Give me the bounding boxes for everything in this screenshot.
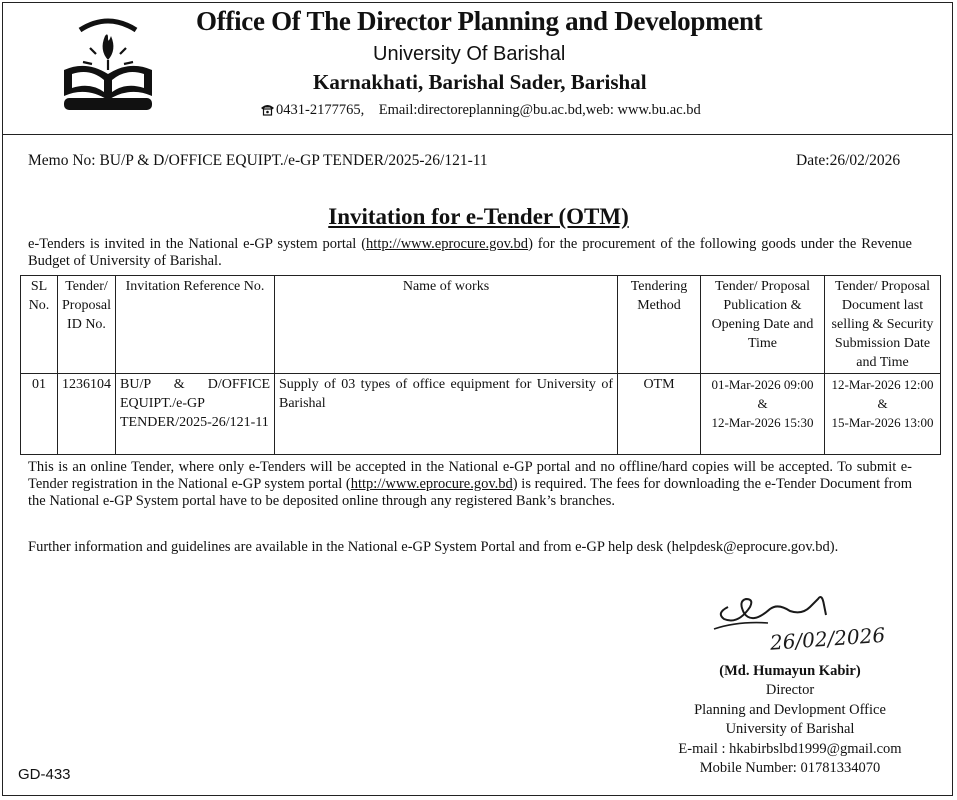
col-header-selling: Tender/ Proposal Document last selling & Security Submission Date and Time (825, 276, 941, 374)
phone-number: 0431-2177765, (276, 102, 365, 118)
cell-sl: 01 (21, 374, 58, 455)
eprocure-link-2[interactable]: http://www.eprocure.gov.bd (350, 476, 513, 492)
signatory-block (640, 662, 940, 778)
selling-date: 12-Mar-2026 12:00 (831, 377, 934, 392)
col-header-publication: Tender/ Proposal Publication & Opening Date and Time (701, 276, 825, 374)
col-header-method: Tendering Method (618, 276, 701, 374)
signatory-mobile: Mobile Number: 01781334070 (699, 760, 881, 777)
memo-date: Date:26/02/2026 (796, 152, 901, 169)
office-title: Office Of The Director Planning and Development (196, 6, 763, 36)
tender-table (20, 275, 941, 455)
helpdesk-paragraph: Further information and guidelines are available in the National e-GP System Portal and from e-GP help desk (helpdesk@eprocure.gov.bd). (28, 539, 839, 555)
intro-paragraph (28, 236, 912, 270)
contact-line (260, 102, 701, 119)
opening-date: 12-Mar-2026 15:30 (711, 415, 814, 430)
intro-text-b: ) for the procurement of the following goods under the Revenue Budget of University of Barishal. (28, 236, 912, 269)
cell-selling (825, 374, 941, 455)
cell-publication (701, 374, 825, 455)
col-header-id: Tender/ Proposal ID No. (58, 276, 116, 374)
document-code: GD-433 (18, 766, 71, 783)
cell-id: 1236104 (58, 374, 116, 455)
cell-ref: BU/P & D/OFFICE EQUIPT./e-GP TENDER/2025-26/121-11 (116, 374, 275, 455)
telephone-icon (260, 103, 275, 116)
p1-text-b: ) is required. The fees for downloading the e-Tender Document from the National e-GP System portal have to be deposited online through any registered Bank’s branches. (28, 476, 912, 509)
p1-text-a: This is an online Tender, where only e-Tenders will be accepted in the National e-GP portal and no offline/hard copies will be accepted. To submit e-Tender registration in the National e-GP system portal ( (28, 459, 912, 492)
eprocure-link[interactable]: http://www.eprocure.gov.bd (366, 236, 529, 252)
university-name: University Of Barishal (373, 43, 566, 65)
cell-method: OTM (618, 374, 701, 455)
header-divider (2, 134, 953, 135)
col-header-sl: SL No. (21, 276, 58, 374)
publication-date: 01-Mar-2026 09:00 (711, 377, 814, 392)
table-row (21, 374, 941, 455)
col-header-works: Name of works (275, 276, 618, 374)
selling-amp: & (877, 396, 888, 411)
signatory-name: (Md. Humayun Kabir) (719, 663, 861, 679)
signatory-email: E-mail : hkabirbslbd1999@gmail.com (678, 740, 902, 757)
submission-date: 15-Mar-2026 13:00 (831, 415, 934, 430)
intro-text-a: e-Tenders is invited in the National e-GP system portal ( (28, 236, 367, 252)
publication-amp: & (757, 396, 768, 411)
university-seal-icon (58, 8, 158, 113)
col-header-ref: Invitation Reference No. (116, 276, 275, 374)
signature-date: 26/02/2026 (769, 622, 886, 655)
office-address: Karnakhati, Barishal Sader, Barishal (313, 70, 647, 94)
cell-works: Supply of 03 types of office equipment for University of Barishal (275, 374, 618, 455)
handwritten-signature (698, 585, 928, 655)
table-header-row (21, 276, 941, 374)
notice-title: Invitation for e-Tender (OTM) (328, 204, 629, 229)
signatory-university: University of Barishal (725, 721, 855, 738)
email-web: Email:directoreplanning@bu.ac.bd,web: www.bu.ac.bd (378, 102, 701, 118)
online-tender-paragraph (28, 459, 912, 510)
signatory-office: Planning and Devlopment Office (694, 701, 886, 718)
signatory-designation: Director (765, 682, 815, 699)
memo-number: Memo No: BU/P & D/OFFICE EQUIPT./e-GP TENDER/2025-26/121-11 (28, 152, 488, 169)
